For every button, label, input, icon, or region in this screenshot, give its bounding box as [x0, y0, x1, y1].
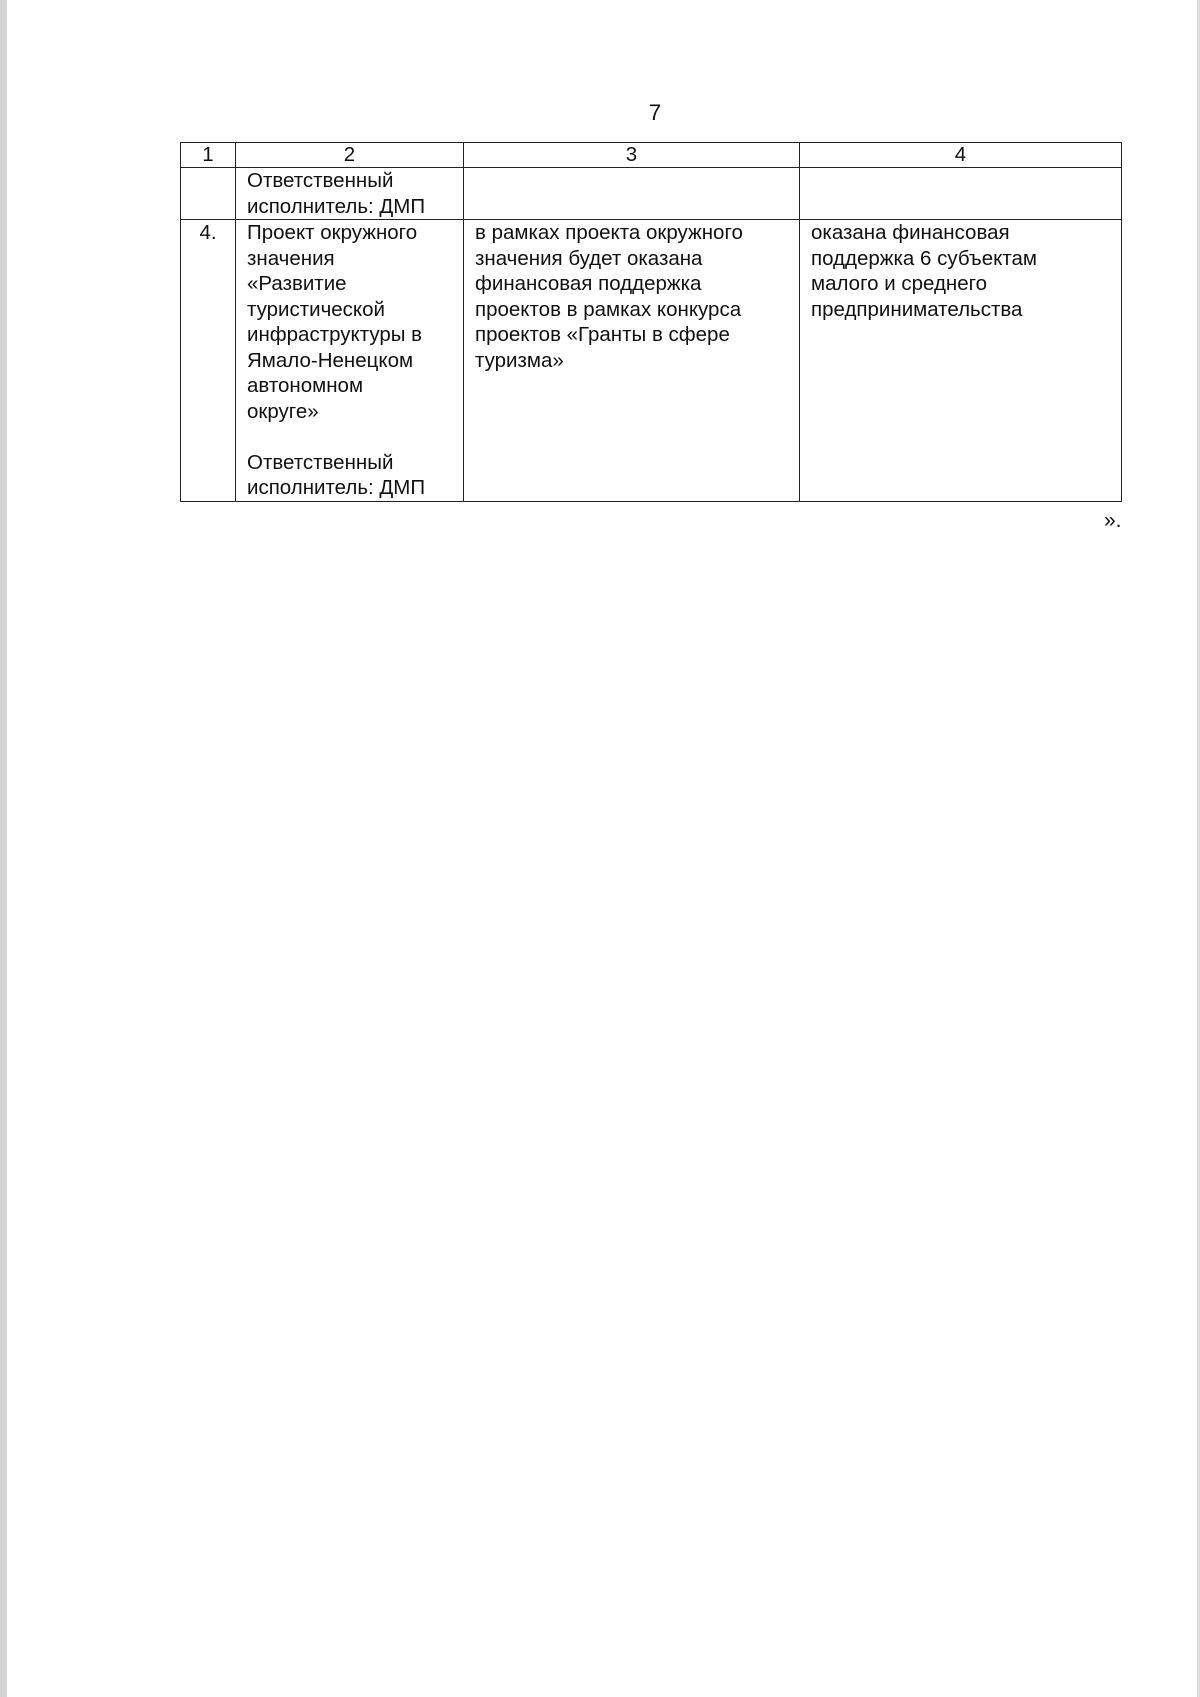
scan-left-edge: [0, 0, 7, 1697]
header-cell-2: 2: [236, 143, 464, 168]
project-cell: Ответственный исполнитель: ДМП: [236, 168, 464, 220]
result-cell: оказана финансовая поддержка 6 субъектам малого и среднего предпринимательства: [800, 220, 1122, 502]
header-cell-4: 4: [800, 143, 1122, 168]
table-row: [181, 220, 1122, 502]
page-number: 7: [648, 100, 662, 125]
closing-quote-mark: ».: [1104, 509, 1122, 532]
row-number-cell: 4.: [181, 220, 236, 502]
row-number-cell: [181, 168, 236, 220]
header-cell-3: 3: [464, 143, 800, 168]
project-cell: Проект окружного значения «Развитие туристической инфраструктуры в Ямало-Ненецком автономном округе» Ответственный исполнитель: ДМП: [236, 220, 464, 502]
description-cell: [464, 168, 800, 220]
result-cell: [800, 168, 1122, 220]
header-cell-1: 1: [181, 143, 236, 168]
table-row: [181, 168, 1122, 220]
description-cell: в рамках проекта окружного значения будет оказана финансовая поддержка проектов в рамках конкурса проектов «Гранты в сфере туризма»: [464, 220, 800, 502]
project-table: [180, 142, 1122, 502]
table-header-row: [181, 143, 1122, 168]
